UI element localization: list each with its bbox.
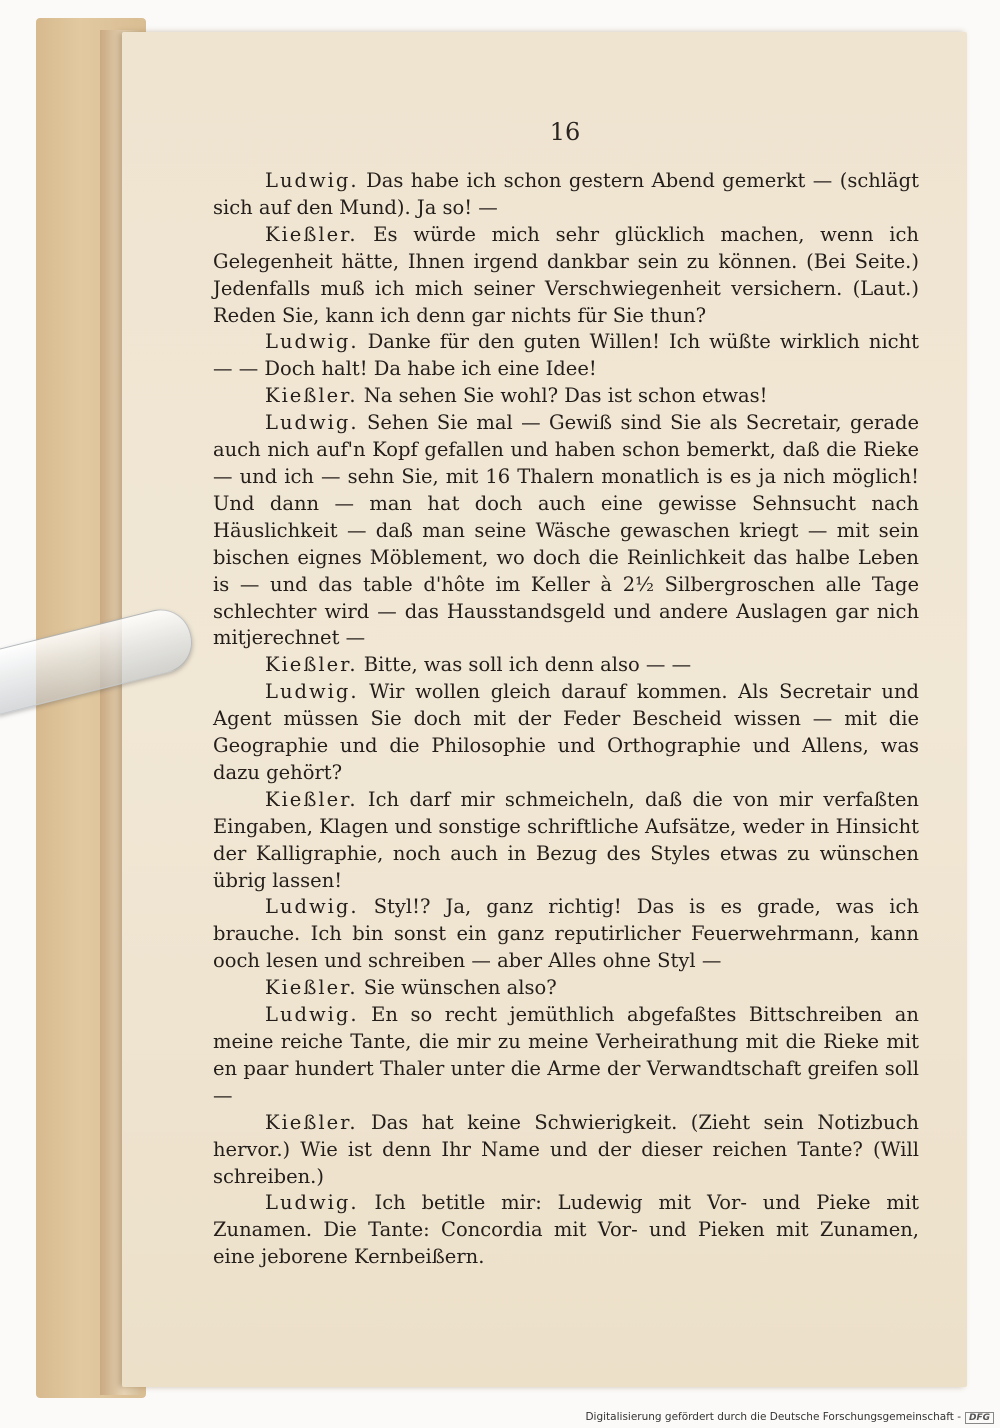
paragraph-text: Das hat keine Schwierigkeit. (Zieht sein Notizbuch hervor.) Wie ist denn Ihr Name und der dieser reichen Tante? (Will schreiben.) <box>213 1110 919 1188</box>
paragraph <box>213 975 919 1002</box>
speaker-name: Ludwig. <box>265 895 359 919</box>
speaker-name: Ludwig. <box>265 1191 359 1215</box>
paragraph <box>213 1190 919 1271</box>
speaker-name: Kießler. <box>265 976 358 1000</box>
page-number: 16 <box>549 118 581 146</box>
paragraph <box>213 679 919 787</box>
speaker-name: Ludwig. <box>265 680 359 704</box>
paragraph-text: En so recht jemüthlich abgefaßtes Bittschreiben an meine reiche Tante, die mir zu meine Verheirathung mit die Rieke mit en paar hundert Thaler unter die Arme der Verwandtschaft greifen soll — <box>213 1003 919 1107</box>
speaker-name: Kießler. <box>265 787 358 811</box>
speaker-name: Ludwig. <box>265 330 359 354</box>
speaker-name: Ludwig. <box>265 1003 359 1027</box>
speaker-name: Ludwig. <box>265 411 359 435</box>
paragraph <box>213 410 919 652</box>
paragraph-text: Sehen Sie mal — Gewiß sind Sie als Secretair, gerade auch nich auf'n Kopf gefallen und haben schon bemerkt, daß die Rieke — und ich — sehn Sie, mit 16 Thalern monatlich is es ja nich möglich! Und dann — man hat doch auch eine gewisse Sehnsucht nach Häuslichkeit — daß man seine Wäsche gewaschen kriegt — mit sein bischen eignes Möblement, wo doch die Reinlichkeit das halbe Leben is — und das table d'hôte im Keller à 2½ Silbergroschen alle Tage schlechter wird — das Hausstandsgeld und andere Auslagen gar nich mitjerechnet — <box>213 411 919 650</box>
paragraph-text: Es würde mich sehr glücklich machen, wenn ich Gelegenheit hätte, Ihnen irgend dankbar sein zu können. (Bei Seite.) Jedenfalls muß ich mich seiner Verschwiegenheit versichern. (Laut.) Reden Sie, kann ich denn gar nichts für Sie thun? <box>213 222 919 327</box>
paragraph-text: Ich darf mir schmeicheln, daß die von mir verfaßten Eingaben, Klagen und sonstige schriftliche Aufsätze, weder in Hinsicht der Kalligraphie, noch auch in Bezug des Styles etwas zu wünschen übrig lassen! <box>213 787 919 892</box>
paragraph-text: Das habe ich schon gestern Abend gemerkt — (schlägt sich auf den Mund). Ja so! — <box>213 169 919 219</box>
paragraph <box>213 383 919 410</box>
paragraph <box>213 652 919 679</box>
paragraph <box>213 329 919 383</box>
paragraph-text: Danke für den guten Willen! Ich wüßte wirklich nicht — — Doch halt! Da habe ich eine Idee! <box>213 330 919 381</box>
paragraph-text: Ich betitle mir: Ludewig mit Vor- und Pieke mit Zunamen. Die Tante: Concordia mit Vor- und Pieken mit Zunamen, eine jeborene Kernbeißern. <box>213 1191 919 1269</box>
paragraph-text: Na sehen Sie wohl? Das ist schon etwas! <box>363 384 768 408</box>
paragraph-text: Wir wollen gleich darauf kommen. Als Secretair und Agent müssen Sie doch mit der Feder Bescheid wissen — mit die Geographie und die Philosophie und Orthographie und Allens, was dazu gehört? <box>213 680 919 784</box>
speaker-name: Kießler. <box>265 384 358 408</box>
dfg-logo-icon: DFG <box>965 1412 994 1424</box>
paragraph <box>213 1110 919 1191</box>
paragraph <box>213 894 919 975</box>
digitization-footer <box>585 1411 994 1424</box>
speaker-name: Kießler. <box>265 1110 358 1134</box>
speaker-name: Kießler. <box>265 222 358 246</box>
paragraph <box>213 787 919 895</box>
footer-text: Digitalisierung gefördert durch die Deutsche Forschungsgemeinschaft - <box>585 1411 961 1423</box>
paragraph <box>213 222 919 330</box>
page-text <box>213 168 919 1271</box>
paragraph-text: Sie wünschen also? <box>363 976 557 1000</box>
speaker-name: Kießler. <box>265 653 358 677</box>
paragraph-text: Bitte, was soll ich denn also — — <box>363 653 692 677</box>
paragraph <box>213 1002 919 1110</box>
paragraph-text: Styl!? Ja, ganz richtig! Das is es grade, was ich brauche. Ich bin sonst ein ganz reputirlicher Feuerwehrmann, kann ooch lesen und schreiben — aber Alles ohne Styl — <box>213 895 919 973</box>
paragraph <box>213 168 919 222</box>
speaker-name: Ludwig. <box>265 169 359 192</box>
